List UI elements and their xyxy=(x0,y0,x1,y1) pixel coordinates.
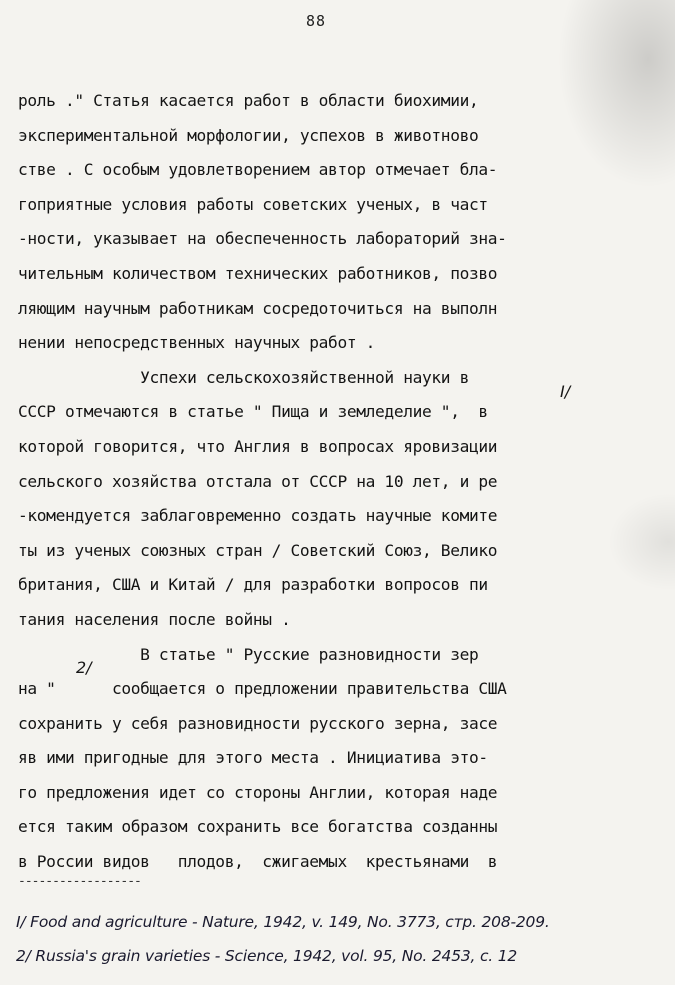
text-line: гоприятные условия работы советских ученых, в част xyxy=(18,194,488,214)
text-line: на " сообщается о предложении правительства США xyxy=(18,679,507,699)
footnote-marker-2: 2/ xyxy=(76,658,92,677)
text-line: в России видов плодов, сжигаемых крестьянами в xyxy=(18,852,498,872)
text-line: чительным количеством технических работников, позво xyxy=(18,263,498,283)
text-line: ты из ученых союзных стран / Советский Союз, Велико xyxy=(18,540,498,560)
body-text xyxy=(18,84,658,880)
text-line: нении непосредственных научных работ . xyxy=(18,333,376,353)
text-line: тания населения после войны . xyxy=(18,609,291,629)
text-line: сохранить у себя разновидности русского зерна, засе xyxy=(18,713,498,733)
footnote-2: 2/ Russia's grain varieties - Science, 1942, vol. 95, No. 2453, с. 12 xyxy=(16,947,518,965)
text-line: которой говорится, что Англия в вопросах яровизации xyxy=(18,436,498,456)
text-line: Успехи сельскохозяйственной науки в xyxy=(18,367,469,387)
text-line: СССР отмечаются в статье " Пища и земледелие ", в xyxy=(18,402,488,422)
text-line: -ности, указывает на обеспеченность лабораторий зна- xyxy=(18,229,507,249)
text-line: стве . С особым удовлетворением автор отмечает бла- xyxy=(18,160,498,180)
text-line: -комендуется заблаговременно создать научные комите xyxy=(18,506,498,526)
text-line: ляющим научным работникам сосредоточиться на выполн xyxy=(18,298,498,318)
footnote-1: I/ Food and agriculture - Nature, 1942, v. 149, No. 3773, стр. 208-209. xyxy=(16,913,550,931)
page-number: 88 xyxy=(306,12,327,30)
text-line: экспериментальной морфологии, успехов в животново xyxy=(18,125,479,145)
text-line: британия, США и Китай / для разработки вопросов пи xyxy=(18,575,488,595)
text-line: ется таким образом сохранить все богатства созданны xyxy=(18,817,498,837)
text-line: роль ." Статья касается работ в области биохимии, xyxy=(18,91,479,110)
footnote-marker-1: I/ xyxy=(560,382,571,401)
text-line: яв ими пригодные для этого места . Инициатива это- xyxy=(18,748,488,768)
footnote-divider: ------------------ xyxy=(18,874,141,889)
text-line: В статье " Русские разновидности зер xyxy=(18,644,479,664)
text-line: го предложения идет со стороны Англии, которая наде xyxy=(18,782,498,802)
footnotes xyxy=(16,905,666,973)
text-line: сельского хозяйства отстала от СССР на 10 лет, и ре xyxy=(18,471,498,491)
